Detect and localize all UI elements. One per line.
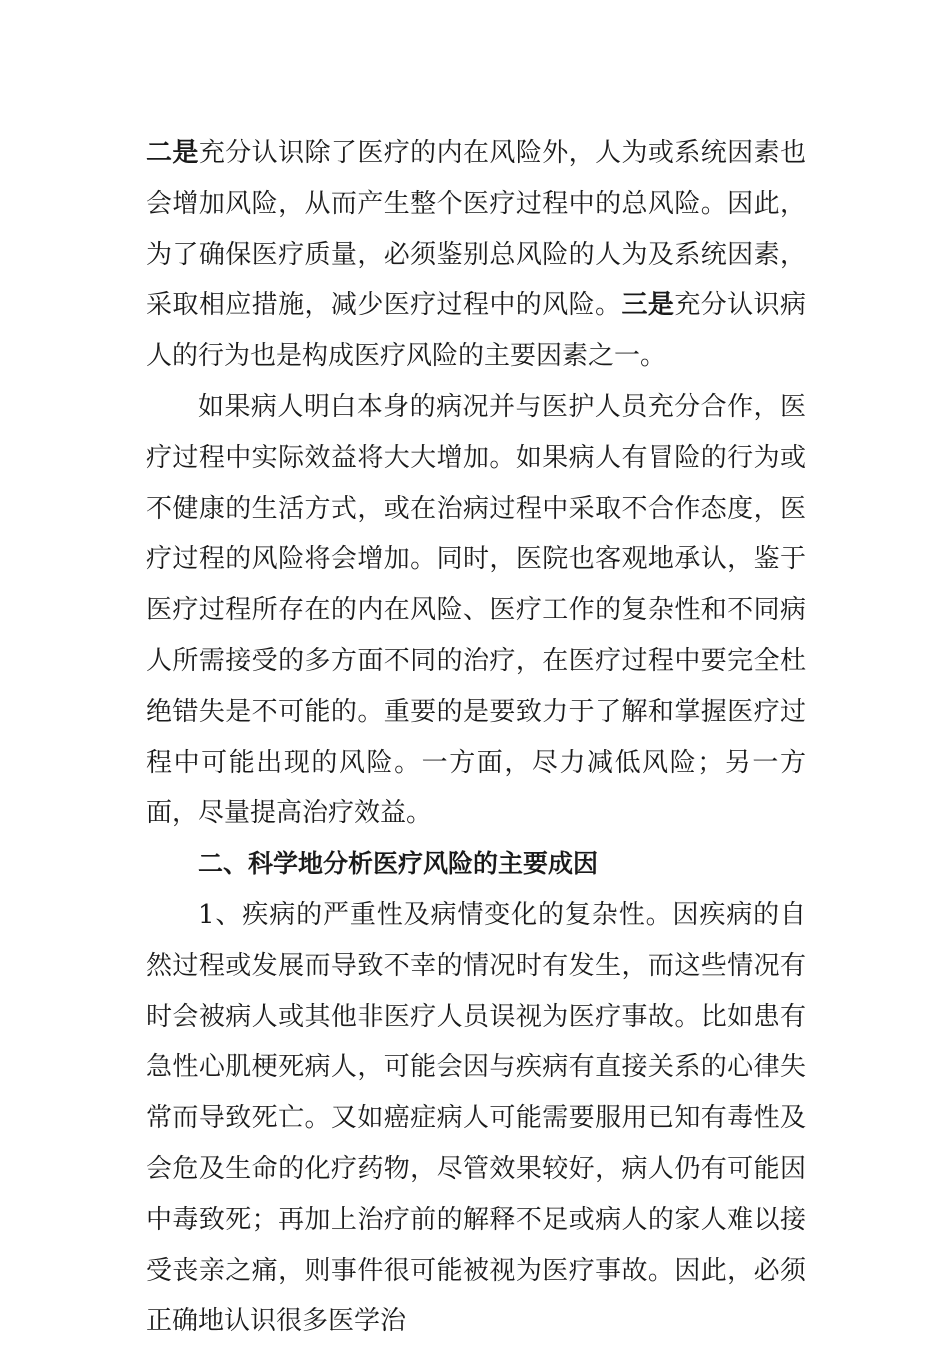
paragraph-3: 1、疾病的严重性及病情变化的复杂性。因疾病的自然过程或发展而导致不幸的情况时有发生，而这些情况有时会被病人或其他非医疗人员误视为医疗事故。比如患有急性心肌梗死病人，可能会因与疾病有直接关系的心律失常而导致死亡。又如癌症病人可能需要服用已知有毒性及会危及生命的化疗药物，尽管效果较好，病人仍有可能因中毒致死；再加上治疗前的解释不足或病人的家人难以接受丧亲之痛，则事件很可能被视为医疗事故。因此，必须正确地认识很多医学治 (146, 899, 806, 1337)
paragraph-1-text-b: 充分认识病人的行为也是构成医疗风险的主要因素之一。 (146, 290, 806, 372)
paragraph-1 (146, 128, 806, 382)
lead-phrase-three: 三是 (621, 290, 675, 321)
document-page (146, 128, 806, 1347)
paragraph-1-text-a: 充分认识除了医疗的内在风险外，人为或系统因素也会增加风险，从而产生整个医疗过程中的总风险。因此，为了确保医疗质量，必须鉴别总风险的人为及系统因素，采取相应措施，减少医疗过程中的风险。 (146, 138, 806, 321)
section-heading: 二、科学地分析医疗风险的主要成因 (198, 849, 599, 879)
lead-phrase-two: 二是 (146, 138, 199, 168)
paragraph-2: 如果病人明白本身的病况并与医护人员充分合作，医疗过程中实际效益将大大增加。如果病人有冒险的行为或不健康的生活方式，或在治病过程中采取不合作态度，医疗过程的风险将会增加。同时，医院也客观地承认，鉴于医疗过程所存在的内在风险、医疗工作的复杂性和不同病人所需接受的多方面不同的治疗，在医疗过程中要完全杜绝错失是不可能的。重要的是要致力于了解和掌握医疗过程中可能出现的风险。一方面，尽力减低风险；另一方面，尽量提高治疗效益。 (146, 391, 806, 829)
